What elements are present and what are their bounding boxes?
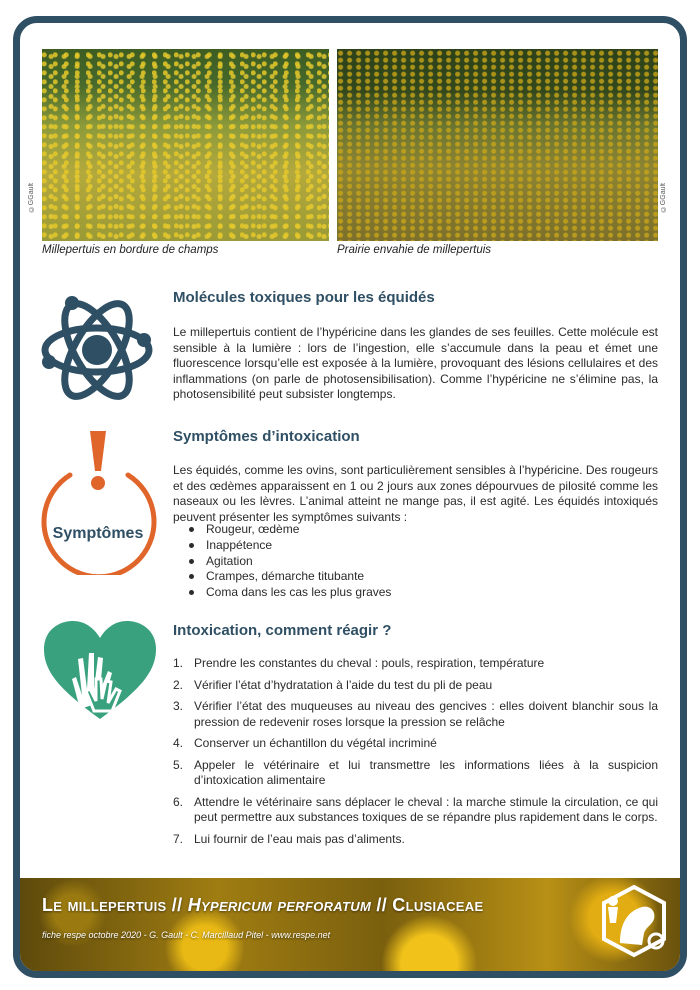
list-item: Inappétence [173,538,391,554]
list-item: 6. Attendre le vétérinaire sans déplacer le cheval : la marche stimule la circulation, ce qui peut permettre aux substances toxiques de se répandre plus rapidement dans le corps. [173,794,658,824]
reaction-steps-list [173,656,658,853]
photo-invaded-meadow [337,49,658,241]
list-item: 5. Appeler le vétérinaire et lui transmettre les informations liées à la suspicion d’intoxication alimentaire [173,757,658,787]
list-item: Agitation [173,554,391,570]
list-item: 3. Vérifier l’état des muqueuses au niveau des gencives : elles doivent blanchir sous la pression de redevenir roses lorsque la pression se relâche [173,699,658,729]
footer-title: Le millepertuis // Hypericum perforatum // Clusiaceae [42,895,484,915]
symptoms-icon-label: Symptômes [52,525,144,542]
section-toxic-molecules-title: Molécules toxiques pour les équidés [173,289,435,306]
symptoms-list [173,522,391,601]
photo-caption-right: Prairie envahie de millepertuis [337,244,492,256]
list-item: 2. Vérifier l’état d’hydratation à l’aide du test du pli de peau [173,677,493,692]
section-symptoms-title: Symptômes d’intoxication [173,428,360,445]
list-item: Coma dans les cas les plus graves [173,585,391,601]
photo-credit-left: ©GGault [28,183,35,213]
section-react-title: Intoxication, comment réagir ? [173,622,392,639]
respe-horse-logo-icon [598,883,670,959]
atom-icon [40,288,158,412]
warning-symptoms-icon [40,425,158,575]
photo-field-edge [42,49,329,241]
section-symptoms-text: Les équidés, comme les ovins, sont particulièrement sensibles à l’hypéricine. Des rougeurs et des œdèmes apparaissent en 1 ou 2 jours aux zones dépourvues de pilosité comme les naseaux ou les lèvres. L’animal atteint ne mange pas, il est agité. Les équidés intoxiqués peuvent présenter les symptômes suivants : [173,463,658,524]
section-toxic-molecules-text: Le millepertuis contient de l’hypéricine dans les glandes de ses feuilles. Cette molécule est sensible à la lumière : lors de l’ingestion, elle s’accumule dans la peau et émet une fluorescence lorsqu’elle est exposée à la lumière, provoquant des lésions cellulaires et des inflammations (on parle de photosensibilisation). Comme l’hypéricine ne s’élimine pas, la photosensibilité peut subsister longtemps. [173,325,658,401]
list-item: 7. Lui fournir de l’eau mais pas d’aliments. [173,831,405,846]
list-item: 4. Conserver un échantillon du végétal incriminé [173,736,437,750]
list-item: 1. Prendre les constantes du cheval : pouls, respiration, température [173,656,545,670]
list-item: Rougeur, œdème [173,522,391,538]
list-item: Crampes, démarche titubante [173,569,391,585]
heart-hands-icon [42,619,158,723]
footer-credits: fiche respe octobre 2020 - G. Gault - C. Marcillaud Pitel - www.respe.net [42,930,331,940]
footer-banner [20,878,680,978]
page-frame [13,16,687,978]
photo-credit-right: ©GGault [660,183,667,213]
photo-caption-left: Millepertuis en bordure de champs [42,244,219,256]
